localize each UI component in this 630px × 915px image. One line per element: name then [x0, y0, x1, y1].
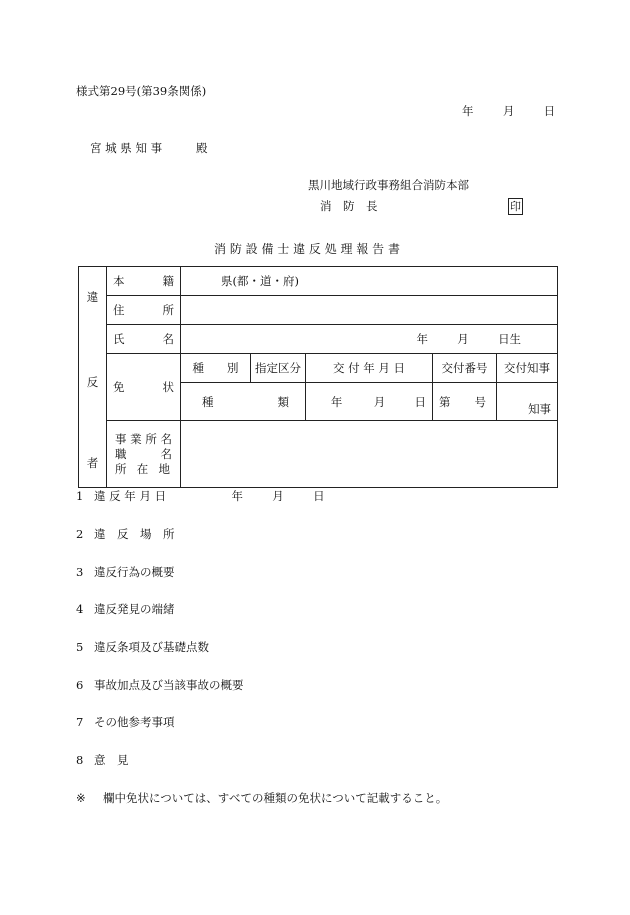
item-3-label: 違反行為の概要 [94, 565, 175, 579]
violator-char-1: 違 [86, 290, 99, 304]
name-label-cell [107, 325, 181, 354]
item-1-month: 月 [272, 489, 284, 503]
date-month: 月 [502, 104, 515, 118]
note [76, 793, 447, 805]
issue-number-header: 交付番号 [433, 354, 497, 383]
item-8 [76, 755, 129, 767]
item-1-label: 違 反 年 月 日 [94, 489, 167, 503]
address-label-cell [107, 296, 181, 325]
wp-a-4: 名 [160, 431, 172, 446]
wp-b-2: 名 [160, 446, 172, 461]
item-6 [76, 680, 244, 692]
item-5-num: 5 [76, 640, 84, 654]
birth-day: 日生 [498, 332, 522, 346]
license-type-header: 種 別 [181, 354, 251, 383]
seal-icon: 印 [510, 200, 521, 213]
name-char-1: 氏 [113, 332, 125, 346]
issuing-governor-header: 交付知事 [497, 354, 558, 383]
item-3-num: 3 [76, 565, 84, 579]
license-char-2: 状 [162, 380, 174, 394]
issue-year: 年 [330, 394, 343, 409]
violator-char-3: 者 [86, 456, 99, 470]
name-char-2: 名 [162, 332, 174, 346]
item-1 [76, 491, 325, 503]
honseki-label-cell [107, 267, 181, 296]
seal-mark [508, 198, 523, 215]
issue-month: 月 [373, 394, 386, 409]
item-5 [76, 642, 209, 654]
license-label-cell [107, 354, 181, 421]
addressee: 宮 城 県 知 事 [90, 141, 163, 155]
kind-char-2: 類 [277, 394, 289, 409]
item-7-label: その他参考事項 [94, 715, 175, 729]
item-8-num: 8 [76, 753, 84, 767]
item-4-label: 違反発見の端緒 [94, 602, 175, 616]
sender-org: 黒川地域行政事務組合消防本部 [308, 178, 469, 192]
issue-date-cell [306, 383, 433, 421]
item-7 [76, 717, 175, 729]
address-char-1: 住 [113, 303, 125, 317]
wp-b-1: 職 [115, 446, 127, 461]
governor-cell: 知事 [497, 383, 558, 421]
item-6-label: 事故加点及び当該事故の概要 [94, 678, 244, 692]
issue-date-header: 交 付 年 月 日 [306, 354, 433, 383]
item-2-num: 2 [76, 527, 84, 541]
date-line [462, 106, 555, 118]
issue-number-cell [433, 383, 497, 421]
number-prefix: 第 [439, 394, 451, 409]
violator-char-2: 反 [86, 375, 99, 389]
wp-a-2: 業 [130, 431, 142, 446]
workplace-value-cell [181, 421, 558, 488]
wp-c-3: 地 [158, 461, 170, 476]
item-5-label: 違反条項及び基礎点数 [94, 640, 209, 654]
sender-title: 消 防 長 [320, 199, 378, 213]
item-4-num: 4 [76, 602, 84, 616]
item-6-num: 6 [76, 678, 84, 692]
birth-year: 年 [416, 332, 428, 346]
honseki-char-2: 籍 [162, 274, 174, 288]
item-1-num: 1 [76, 489, 84, 503]
violator-label-cell [79, 267, 107, 488]
item-8-label: 意 見 [94, 753, 129, 767]
document-title: 消 防 設 備 士 違 反 処 理 報 告 書 [214, 242, 400, 256]
workplace-label-cell [107, 421, 181, 488]
license-char-1: 免 [113, 380, 125, 394]
kind-char-1: 種 [202, 394, 214, 409]
item-2-label: 違 反 場 所 [94, 527, 175, 541]
issue-day: 日 [414, 394, 426, 409]
form-number: 様式第29号(第39条関係) [76, 84, 207, 98]
address-char-2: 所 [162, 303, 174, 317]
item-4 [76, 604, 175, 616]
item-1-year: 年 [231, 489, 243, 503]
date-day: 日 [543, 104, 556, 118]
wp-c-2: 在 [136, 461, 149, 476]
address-value-cell [181, 296, 558, 325]
birth-month: 月 [457, 332, 469, 346]
item-1-day: 日 [313, 489, 325, 503]
violation-table [78, 266, 558, 488]
license-category-header: 指定区分 [251, 354, 306, 383]
wp-a-1: 事 [115, 431, 127, 446]
wp-a-3: 所 [145, 431, 157, 446]
birth-date-cell [181, 325, 558, 354]
honseki-char-1: 本 [113, 274, 125, 288]
item-3 [76, 567, 175, 579]
honorific: 殿 [196, 141, 208, 155]
license-kind-cell [181, 383, 306, 421]
note-text: 欄中免状については、すべての種類の免状について記載すること。 [102, 791, 448, 805]
date-year: 年 [462, 104, 474, 118]
note-mark: ※ [76, 791, 86, 805]
item-2 [76, 529, 175, 541]
wp-c-1: 所 [115, 461, 127, 476]
honseki-value: 県(都・道・府) [181, 267, 558, 296]
number-suffix: 号 [474, 394, 486, 409]
item-7-num: 7 [76, 715, 84, 729]
